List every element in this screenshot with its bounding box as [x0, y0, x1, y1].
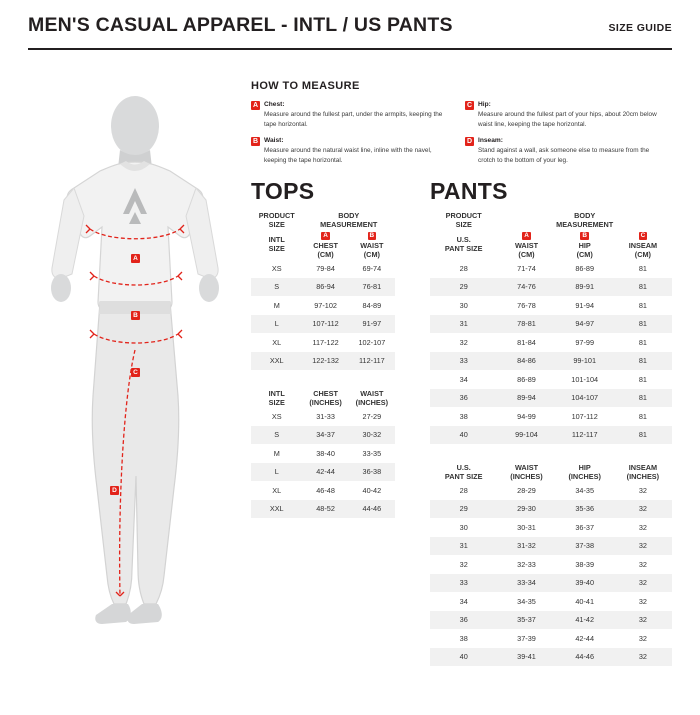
table-cell: XXL: [251, 500, 302, 519]
table-cell: 32: [614, 537, 672, 556]
table-cell: 94-99: [517, 411, 536, 421]
table-cell: XS: [271, 411, 282, 421]
table-cell: 34-35: [517, 596, 536, 606]
page-title: MEN'S CASUAL APPAREL - INTL / US PANTS: [28, 14, 453, 36]
htm-hip-heading: Hip:: [478, 101, 491, 108]
table-cell: 39-41: [497, 648, 555, 667]
product-size-header: PRODUCT SIZE: [445, 211, 482, 230]
table-cell: 40: [430, 426, 497, 445]
table-cell: 34-35: [575, 485, 595, 495]
table-cell: 84-89: [362, 300, 382, 310]
table-row: [251, 333, 395, 352]
column-header: INSEAM (INCHES): [626, 462, 660, 481]
column-header: WAIST (INCHES): [510, 462, 543, 481]
table-cell: 38: [459, 411, 468, 421]
tops-title: TOPS: [251, 178, 315, 204]
table-cell: 44-46: [349, 500, 395, 519]
table-cell: 69-74: [362, 263, 382, 273]
table-cell: 38-40: [316, 448, 335, 458]
table-row: [251, 278, 395, 297]
table-row: [430, 389, 672, 408]
table-cell: S: [251, 278, 302, 297]
table-cell: 34: [459, 596, 468, 606]
table-cell: 31-32: [497, 537, 555, 556]
table-cell: 112-117: [556, 426, 614, 445]
table-cell: 34: [459, 374, 468, 384]
pants-title: PANTS: [430, 178, 508, 204]
how-to-measure-section: [251, 80, 671, 172]
table-row: [251, 315, 395, 334]
table-row: [251, 426, 395, 445]
table-cell: 112-117: [349, 352, 395, 371]
htm-inseam-heading: Inseam:: [478, 137, 503, 145]
table-row: [430, 500, 672, 519]
table-cell: 35-36: [556, 500, 614, 519]
table-row: [430, 407, 672, 426]
how-to-measure-column-right: [465, 100, 661, 172]
table-cell: 89-91: [556, 278, 614, 297]
table-cell: 35-37: [497, 611, 555, 630]
header-divider: [28, 48, 672, 50]
table-row: [430, 648, 672, 667]
table-cell: 32: [638, 485, 647, 495]
table-cell: 31: [430, 315, 497, 334]
marker-b: B: [131, 311, 140, 320]
table-cell: 78-81: [497, 315, 555, 334]
body-measurement-header: BODY MEASUREMENT: [556, 211, 614, 230]
table-cell: 30: [459, 300, 468, 310]
table-cell: 30-31: [517, 522, 536, 532]
table-cell: 37-39: [517, 633, 536, 643]
table-cell: 107-112: [302, 315, 348, 334]
table-cell: 81: [614, 352, 672, 371]
letter-badge-b-icon: B: [369, 231, 375, 239]
table-cell: 32: [638, 633, 647, 643]
table-cell: 31: [430, 537, 497, 556]
how-to-measure-item-waist: [251, 136, 447, 165]
table-cell: 117-122: [312, 337, 339, 347]
column-header: A CHEST (CM): [313, 231, 338, 260]
table-cell: 42-44: [302, 463, 348, 482]
table-cell: 34-37: [302, 426, 348, 445]
table-cell: 46-48: [316, 485, 335, 495]
table-cell: 81-84: [517, 337, 536, 347]
table-cell: 42-44: [575, 633, 595, 643]
table-cell: 89-94: [497, 389, 555, 408]
tops-size-table: [251, 211, 395, 518]
table-header-row: [251, 211, 395, 230]
table-row: [430, 370, 672, 389]
table-cell: 84-86: [497, 352, 555, 371]
table-cell: 101-104: [571, 374, 599, 384]
table-cell: 104-107: [556, 389, 614, 408]
table-cell: XL: [272, 337, 282, 347]
table-cell: 36: [430, 611, 497, 630]
table-row: [251, 500, 395, 519]
column-header: C INSEAM (CM): [628, 231, 658, 260]
table-row: [430, 555, 672, 574]
table-cell: 33: [430, 352, 497, 371]
table-cell: 32: [614, 574, 672, 593]
marker-a: A: [131, 254, 140, 263]
how-to-measure-item-hip: [465, 100, 661, 129]
table-cell: 81: [614, 389, 672, 408]
pants-size-table: [430, 211, 672, 666]
table-cell: 122-132: [302, 352, 348, 371]
table-cell: 76-78: [517, 300, 536, 310]
table-cell: 71-74: [517, 263, 536, 273]
htm-inseam-text: Stand against a wall, ask someone else to measure from the crotch to the bottom of your leg.: [478, 147, 650, 164]
table-header-row: [430, 211, 672, 230]
table-cell: 30: [459, 522, 468, 532]
column-header: WAIST (INCHES): [355, 388, 389, 407]
marker-d: D: [110, 486, 119, 495]
table-cell: 91-97: [349, 315, 395, 334]
table-cell: 32: [459, 559, 468, 569]
table-cell: 76-81: [349, 278, 395, 297]
table-cell: 91-94: [575, 300, 595, 310]
htm-waist-heading: Waist:: [264, 137, 284, 145]
table-cell: 32: [614, 611, 672, 630]
body-measurement-header: BODY MEASUREMENT: [320, 211, 378, 230]
table-cell: 81: [614, 426, 672, 445]
table-cell: M: [273, 300, 280, 310]
table-cell: L: [251, 463, 302, 482]
table-row: [430, 315, 672, 334]
table-cell: 28-29: [517, 485, 536, 495]
table-cell: 38: [459, 633, 468, 643]
table-cell: 97-99: [575, 337, 595, 347]
table-row: [251, 463, 395, 482]
table-cell: 81: [638, 263, 647, 273]
table-cell: 79-84: [316, 263, 335, 273]
table-row: [430, 259, 672, 278]
table-cell: 40-41: [575, 596, 595, 606]
table-cell: 30-32: [349, 426, 395, 445]
table-row: [430, 352, 672, 371]
column-header: CHEST (INCHES): [309, 388, 342, 407]
table-cell: 33: [430, 574, 497, 593]
badge-a-icon: A: [252, 102, 259, 109]
table-cell: 37-38: [556, 537, 614, 556]
table-cell: 29-30: [497, 500, 555, 519]
table-cell: 32: [459, 337, 468, 347]
table-cell: 40-42: [362, 485, 382, 495]
table-row: [251, 296, 395, 315]
product-size-header: PRODUCT SIZE: [258, 211, 295, 230]
table-cell: 29: [430, 500, 497, 519]
table-cell: 48-52: [302, 500, 348, 519]
table-row: [430, 611, 672, 630]
table-cell: 81: [638, 337, 647, 347]
table-cell: 32: [638, 522, 647, 532]
column-header: INTL SIZE: [268, 388, 285, 407]
column-header: B WAIST (CM): [360, 231, 384, 260]
column-header: B HIP (CM): [576, 231, 593, 260]
table-row: [430, 481, 672, 500]
table-cell: 28: [459, 485, 468, 495]
table-cell: 41-42: [556, 611, 614, 630]
table-row: [251, 352, 395, 371]
how-to-measure-item-chest: [251, 100, 447, 129]
letter-badge-a-icon: A: [323, 231, 328, 239]
table-cell: 107-112: [571, 411, 598, 421]
table-cell: 27-29: [362, 411, 382, 421]
table-cell: 33-35: [362, 448, 382, 458]
table-subheader-row: [430, 230, 672, 260]
table-cell: 81: [614, 278, 672, 297]
table-cell: 32: [638, 596, 647, 606]
table-cell: 94-97: [556, 315, 614, 334]
table-cell: 32-33: [517, 559, 536, 569]
table-cell: 32: [614, 500, 672, 519]
column-header: U.S. PANT SIZE: [444, 235, 483, 254]
table-cell: L: [251, 315, 302, 334]
table-row: [251, 481, 395, 500]
badge-b-icon: B: [252, 138, 259, 146]
table-cell: 36-38: [349, 463, 395, 482]
table-cell: 31-33: [316, 411, 335, 421]
table-cell: M: [273, 448, 280, 458]
table-row: [430, 426, 672, 445]
marker-c: C: [131, 368, 140, 377]
table-cell: S: [251, 426, 302, 445]
table-cell: 97-102: [314, 300, 337, 310]
column-header: INTL SIZE: [268, 235, 285, 254]
table-row: [430, 574, 672, 593]
tops-table-block: [251, 178, 395, 518]
table-cell: 99-101: [556, 352, 614, 371]
table-row: [251, 259, 395, 278]
size-guide-label: SIZE GUIDE: [608, 22, 672, 34]
table-cell: 38-39: [575, 559, 595, 569]
table-row: [430, 537, 672, 556]
table-cell: 81: [638, 411, 647, 421]
table-cell: XL: [272, 485, 282, 495]
htm-chest-text: Measure around the fullest part, under the armpits, keeping the tape horizontal.: [264, 110, 443, 128]
table-cell: XS: [271, 263, 282, 273]
badge-d-icon: D: [466, 138, 473, 146]
table-cell: 74-76: [497, 278, 555, 297]
page-header: [0, 0, 700, 58]
how-to-measure-item-inseam: [465, 136, 661, 165]
htm-waist-text: Measure around the natural waist line, inline with the navel, keeping the tape horizontal.: [264, 147, 432, 164]
table-row: [430, 278, 672, 297]
table-cell: XXL: [251, 352, 302, 371]
table-row: [430, 518, 672, 537]
table-cell: 99-104: [497, 426, 555, 445]
table-cell: 102-107: [358, 337, 386, 347]
table-cell: 81: [614, 315, 672, 334]
table-row: [251, 444, 395, 463]
letter-badge-b-icon: B: [582, 231, 587, 239]
table-cell: 32: [614, 648, 672, 667]
table-cell: 86-94: [302, 278, 348, 297]
table-cell: 86-89: [575, 263, 595, 273]
pants-table-block: [430, 178, 672, 666]
table-cell: 33-34: [497, 574, 555, 593]
letter-badge-a-icon: A: [524, 231, 529, 239]
table-cell: 32: [638, 559, 647, 569]
mannequin-figure: [28, 96, 243, 656]
badge-c-icon: C: [466, 102, 473, 109]
letter-badge-c-icon: C: [640, 231, 646, 239]
table-cell: 39-40: [556, 574, 614, 593]
table-cell: 81: [638, 300, 647, 310]
htm-chest-heading: Chest:: [264, 101, 285, 108]
table-subheader-row: [430, 463, 672, 482]
table-subheader-row: [251, 389, 395, 408]
column-header: U.S. PANT SIZE: [444, 462, 483, 481]
column-header: HIP (INCHES): [568, 462, 601, 481]
table-cell: 36: [430, 389, 497, 408]
table-row: [430, 592, 672, 611]
how-to-measure-column-left: [251, 100, 447, 172]
table-row: [430, 296, 672, 315]
htm-hip-text: Measure around the fullest part of your hips, about 20cm below waist line, keeping the tape horizontal.: [478, 110, 657, 128]
table-row: [251, 407, 395, 426]
table-cell: 86-89: [517, 374, 536, 384]
table-subheader-row: [251, 230, 395, 260]
column-header: A WAIST (CM): [514, 231, 539, 260]
table-cell: 44-46: [556, 648, 614, 667]
table-cell: 36-37: [575, 522, 595, 532]
table-row: [430, 629, 672, 648]
table-cell: 81: [638, 374, 647, 384]
table-cell: 29: [430, 278, 497, 297]
table-row: [430, 333, 672, 352]
table-cell: 40: [430, 648, 497, 667]
how-to-measure-title: HOW TO MEASURE: [251, 80, 360, 92]
table-cell: 28: [459, 263, 468, 273]
